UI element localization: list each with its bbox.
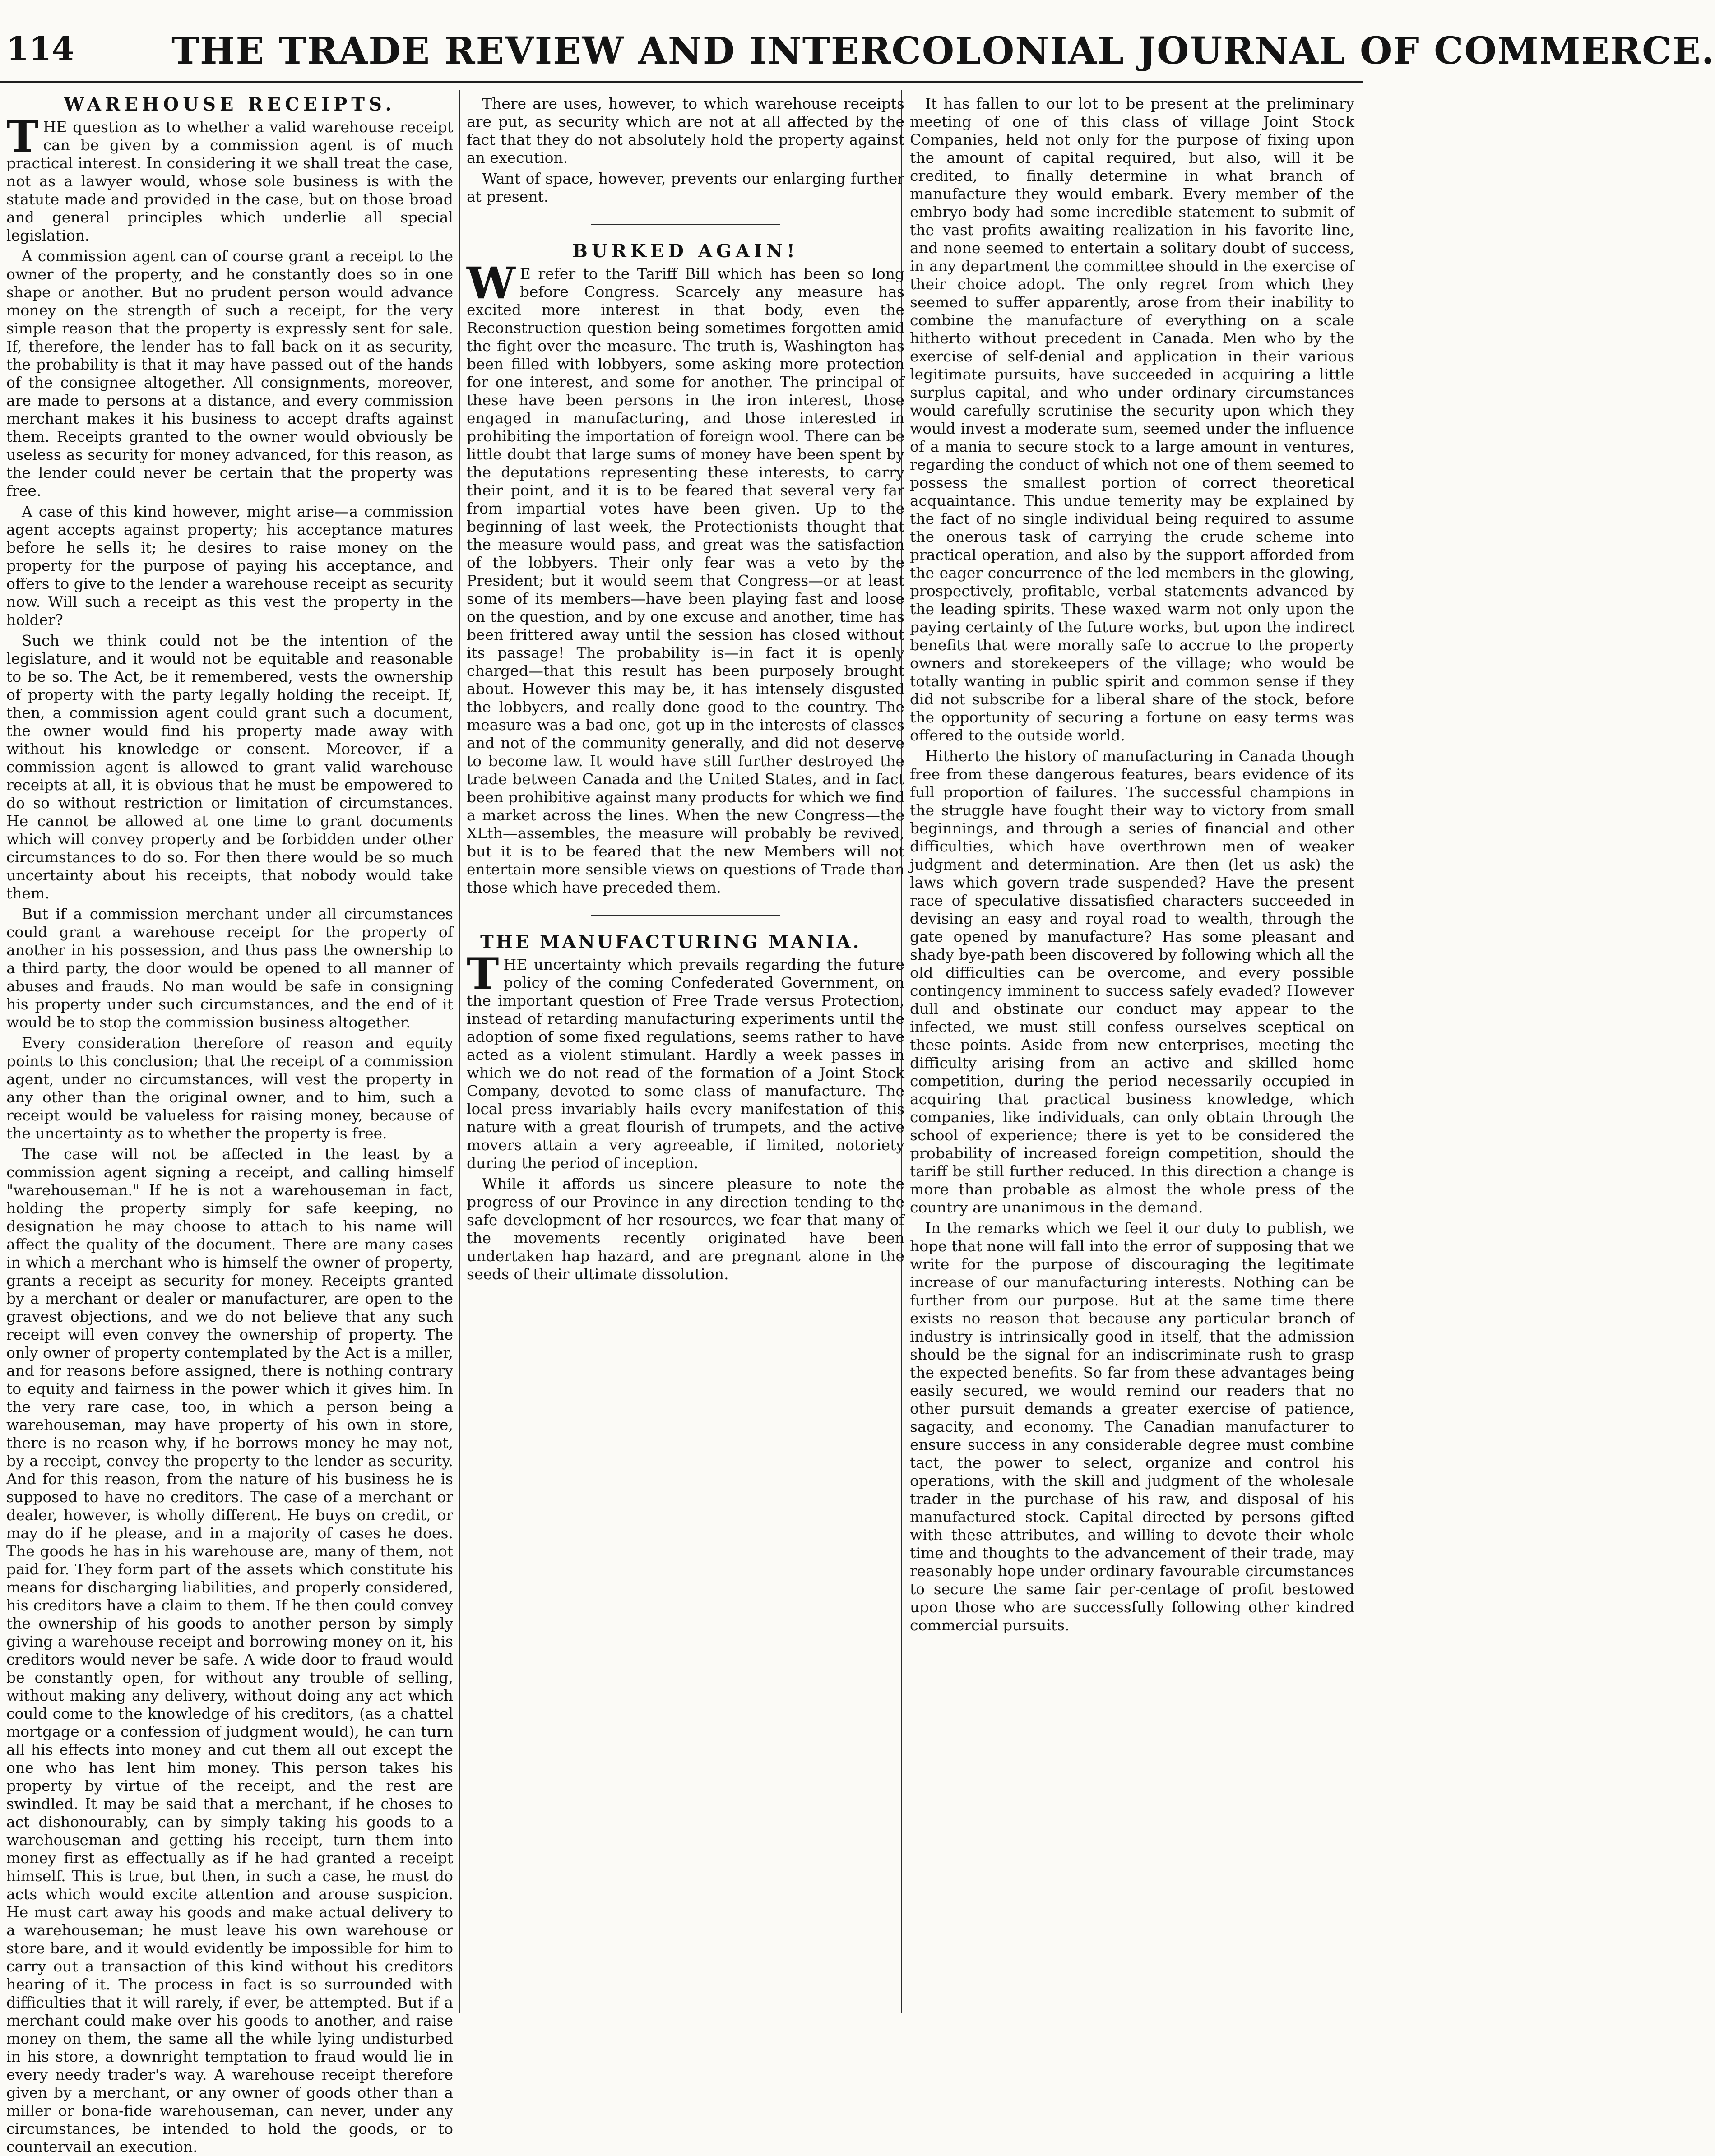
article-separator — [591, 224, 780, 225]
article-paragraph: But if a commission merchant under all circumstances could grant a warehouse receipt for the property of another in his possession, and thus pass the ownership to a third party, the door would be opened to all manner of abuses and frauds. No man would be safe in consigning his property under such circumstances, and the end of it would be to stop the commission business altogether. — [6, 905, 453, 1031]
drop-cap: T — [6, 111, 39, 162]
article-paragraph: THE uncertainty which prevails regarding the future policy of the coming Confederated Government, on the important question of Free Trade versus Protection, instead of retarding manufacturing experiments until the adoption of some fixed regulations, seems rather to have acted as a violent stimulant. Hardly a week passes in which we do not read of the formation of a Joint Stock Company, devoted to some class of manufacture. The local press invariably hails every manifestation of this nature with a great flourish of trumpets, and the active movers attain a very agreeable, if limited, notoriety during the period of inception. — [467, 948, 904, 1172]
publication-title: THE TRADE REVIEW AND INTERCOLONIAL JOURNAL OF COMMERCE. — [172, 29, 1715, 73]
article-title-warehouse-receipts: WAREHOUSE RECEIPTS. — [64, 94, 396, 115]
article-paragraph: Want of space, however, prevents our enlarging further at present. — [467, 170, 904, 205]
article-paragraph: Every consideration therefore of reason and equity points to this conclusion; that the receipt of a commission agent, under no circumstances, will vest the property in any other than the original owner, and to him, such a receipt would be valueless for raising money, because of the uncertainty as to whether the property is free. — [6, 1034, 453, 1142]
article-paragraph: In the remarks which we feel it our duty to publish, we hope that none will fall into the error of supposing that we write for the purpose of discouraging the legitimate increase of our manufacturing interests. Nothing can be further from our purpose. But at the same time there exists no reason that because any particular branch of industry is intrinsically good in itself, that the admission should be the signal for an indiscriminate rush to grasp the expected benefits. So far from these advantages being easily secured, we would remind our readers that no other pursuit demands a greater exercise of patience, sagacity, and economy. The Canadian manufacturer to ensure success in any considerable degree must combine tact, the power to select, organize and control his operations, with the skill and judgment of the wholesale trader in the purchase of his raw, and disposal of his manufactured stock. Capital directed by persons gifted with these attributes, and willing to devote their whole time and thoughts to the advancement of their trade, may reasonably hope under ordinary favourable circumstances to secure the same fair per-centage of profit bestowed upon those who are successfully following other kindred commercial pursuits. — [910, 1219, 1354, 1634]
column-2 — [467, 95, 904, 1990]
article-paragraph: Hitherto the history of manufacturing in Canada though free from these dangerous features, bears evidence of its full proportion of failures. The successful champions in the struggle have fought their way to victory from small beginnings, and through a series of financial and other difficulties, which have overthrown men of weaker judgment and determination. Are then (let us ask) the laws which govern trade suspended? Have the present race of speculative dissatisfied characters succeeded in devising an easy and royal road to wealth, through the gate opened by manufacture? Has some pleasant and shady bye-path been discovered by following which all the old difficulties can be overcome, and every possible contingency imminent to success safely evaded? However dull and obstinate our conduct may appear to the infected, we must still confess ourselves sceptical on these points. Aside from new enterprises, meeting the difficulty arising from an active and skilled home competition, during the period necessarily occupied in acquiring that practical business knowledge, which companies, like individuals, can only obtain through the school of experience; there is yet to be considered the probability of increased foreign competition, should the tariff be still further reduced. In this direction a change is more than probable as almost the whole press of the country are unanimous in the demand. — [910, 747, 1354, 1216]
column-rule — [459, 90, 460, 2013]
article-paragraph: A case of this kind however, might arise—a commission agent accepts against property; his acceptance matures before he sells it; he desires to raise money on the property for the purpose of paying his acceptance, and offers to give to the lender a warehouse receipt as security now. Will such a receipt as this vest the property in the holder? — [6, 503, 453, 629]
article-paragraph: Such we think could not be the intention of the legislature, and it would not be equitable and reasonable to be so. The Act, be it remembered, vests the ownership of property with the party legally holding the receipt. If, then, a commission agent could grant such a document, the owner would find his property made away with without his knowledge or consent. Moreover, if a commission agent is allowed to grant valid warehouse receipts at all, it is obvious that he must be empowered to do so without restriction or limitation of circumstances. He cannot be allowed at one time to grant documents which will convey property and be forbidden under other circumstances to do so. For then there would be so much uncertainty about his receipts, that nobody would take them. — [6, 632, 453, 902]
page-number: 114 — [6, 29, 74, 68]
page-header — [0, 0, 1715, 83]
article-paragraph: W E refer to the Tariff Bill which has been so long before Congress. Scarcely any measure has excited more interest in that body, even the Reconstruction question being sometimes forgotten amid the fight over the measure. The truth is, Washington has been filled with lobbyers, some asking more protection for one interest, and some for another. The principal of these have been persons in the iron interest, those engaged in manufacturing, and those interested in prohibiting the importation of foreign wool. There can be little doubt that large sums of money have been spent by the deputations representing these interests, to carry their point, and it is to be feared that several very far from impartial votes have been given. Up to the beginning of last week, the Protectionists thought that the measure would pass, and great was the satisfaction of the lobbyers. Their only fear was a veto by the President; but it would seem that Congress—or at least some of its members—have been playing fast and loose on the question, and by one excuse and another, time has been frittered away until the session has closed without its passage! The probability is—in fact it is openly charged—that this result has been purposely brought about. However this may be, it has intensely disgusted the lobbyers, and really done good to the country. The measure was a bad one, got up in the interests of classes and not of the community generally, and did not deserve to become law. It would have still further destroyed the trade between Canada and the United States, and in fact been prohibitive against many products for which we find a market across the lines. When the new Congress—the XLth—assembles, the measure will probably be revived, but it is to be feared that the new Members will not entertain more sensible views on questions of Trade than those which have preceded them. — [467, 258, 904, 896]
article-paragraph: While it affords us sincere pleasure to note the progress of our Province in any direction tending to the safe development of her resources, we fear that many of the movements recently originated have been undertaken hap hazard, and are pregnant alone in the seeds of their ultimate dissolution. — [467, 1175, 904, 1283]
drop-cap: T — [467, 948, 499, 999]
article-title-manufacturing-mania: THE MANUFACTURING MANIA. — [480, 931, 862, 953]
article-separator — [591, 915, 780, 916]
column-1 — [6, 94, 453, 2156]
article-paragraph: A commission agent can of course grant a receipt to the owner of the property, and he constantly does so in one shape or another. But no prudent person would advance money on the strength of such a receipt, for the very simple reason that the property is expressly sent for sale. If, therefore, the lender has to fall back on it as security, the probability is that it may have passed out of the hands of the consignee altogether. All consignments, moreover, are made to persons at a distance, and every commission merchant makes it his business to accept drafts against them. Receipts granted to the owner would obviously be useless as security for money advanced, for this reason, as the lender could never be certain that the property was free. — [6, 247, 453, 500]
article-paragraph: There are uses, however, to which warehouse receipts are put, as security which are not at all affected by the fact that they do not absolutely hold the property against an execution. — [467, 95, 904, 167]
article-paragraph: THE question as to whether a valid warehouse receipt can be given by a commission agent is of much practical interest. In considering it we shall treat the case, not as a lawyer would, whose sole business is with the statute made and provided in the case, but on those broad and general principles which underlie all special legislation. — [6, 111, 453, 244]
column-3 — [910, 95, 1354, 1990]
article-title-burked-again: BURKED AGAIN! — [572, 241, 799, 262]
drop-cap: W — [467, 258, 515, 309]
article-paragraph: It has fallen to our lot to be present at the preliminary meeting of one of this class of village Joint Stock Companies, held not only for the purpose of fixing upon the amount of capital required, but also, will it be credited, to finally determine in what branch of manufacture they would embark. Every member of the embryo body had some incredible statement to submit of the vast profits awaiting realization in his favorite line, and none seemed to entertain a solitary doubt of success, in any department the committee should in the exercise of their choice adopt. The only regret from which they seemed to suffer apparently, arose from their inability to combine the manufacture of everything on a scale hitherto without precedent in Canada. Men who by the exercise of self-denial and application in their various legitimate pursuits, have succeeded in acquiring a little surplus capital, and who under ordinary circumstances would carefully scrutinise the security upon which they would invest a moderate sum, seemed under the influence of a mania to secure stock to a large amount in ventures, regarding the conduct of which not one of them seemed to possess the smallest portion of correct theoretical acquaintance. This undue temerity may be explained by the fact of no single individual being required to assume the onerous task of carrying the crude scheme into practical operation, and also by the support afforded from the eager concurrence of the led members in the glowing, prospectively, profitable, verbal statements advanced by the leading spirits. These waxed warm not only upon the paying certainty of the future works, but upon the indirect benefits that were morally safe to accrue to the property owners and storekeepers of the village; who would be totally wanting in public spirit and common sense if they did not subscribe for a liberal share of the stock, before the opportunity of securing a fortune on easy terms was offered to the outside world. — [910, 95, 1354, 744]
article-paragraph: The case will not be affected in the least by a commission agent signing a receipt, and calling himself "warehouseman." If he is not a warehouseman in fact, holding the property simply for safe keeping, no designation he may choose to attach to his name will affect the quality of the document. There are many cases in which a merchant who is himself the owner of property, grants a receipt as security for money. Receipts granted by a merchant or dealer or manufacturer, are open to the gravest objections, and we do not believe that any such receipt will even convey the ownership of property. The only owner of property contemplated by the Act is a miller, and for reasons before assigned, there is nothing contrary to equity and fairness in the power which it gives him. In the very rare case, too, in which a person being a warehouseman, may have property of his own in store, there is no reason why, if he borrows money he may not, by a receipt, convey the property to the lender as security. And for this reason, from the nature of his business he is supposed to have no creditors. The case of a merchant or dealer, however, is wholly different. He buys on credit, or may do if he please, and in a majority of cases he does. The goods he has in his warehouse are, many of them, not paid for. They form part of the assets which constitute his means for discharging liabilities, and properly considered, his creditors have a claim to them. If he then could convey the ownership of his goods to another person by simply giving a warehouse receipt and borrowing money on it, his creditors would never be safe. A wide door to fraud would be constantly open, for without any trouble of selling, without making any delivery, without doing any act which could come to the knowledge of his creditors, (as a chattel mortgage or a confession of judgment would), he can turn all his effects into money and cut them all out except the one who has lent him money. This person takes his property by virtue of the receipt, and the rest are swindled. It may be said that a merchant, if he choses to act dishonourably, can by simply taking his goods to a warehouseman and getting his receipt, turn them into money first as effectually as if he had granted a receipt himself. This is true, but then, in such a case, he must do acts which would excite attention and arouse suspicion. He must cart away his goods and make actual delivery to a warehouseman; he must leave his own warehouse or store bare, and it would evidently be impossible for him to carry out a transaction of this kind without his creditors hearing of it. The process in fact is so surrounded with difficulties that it will rarely, if ever, be attempted. But if a merchant could make over his goods to another, and raise money on them, the same all the while lying undisturbed in his store, a downright temptation to fraud would lie in every needy trader's way. A warehouse receipt therefore given by a merchant, or any owner of goods other than a miller or bona-fide warehouseman, can never, under any circumstances, be intended to hold the goods, or to countervail an execution. — [6, 1145, 453, 2156]
